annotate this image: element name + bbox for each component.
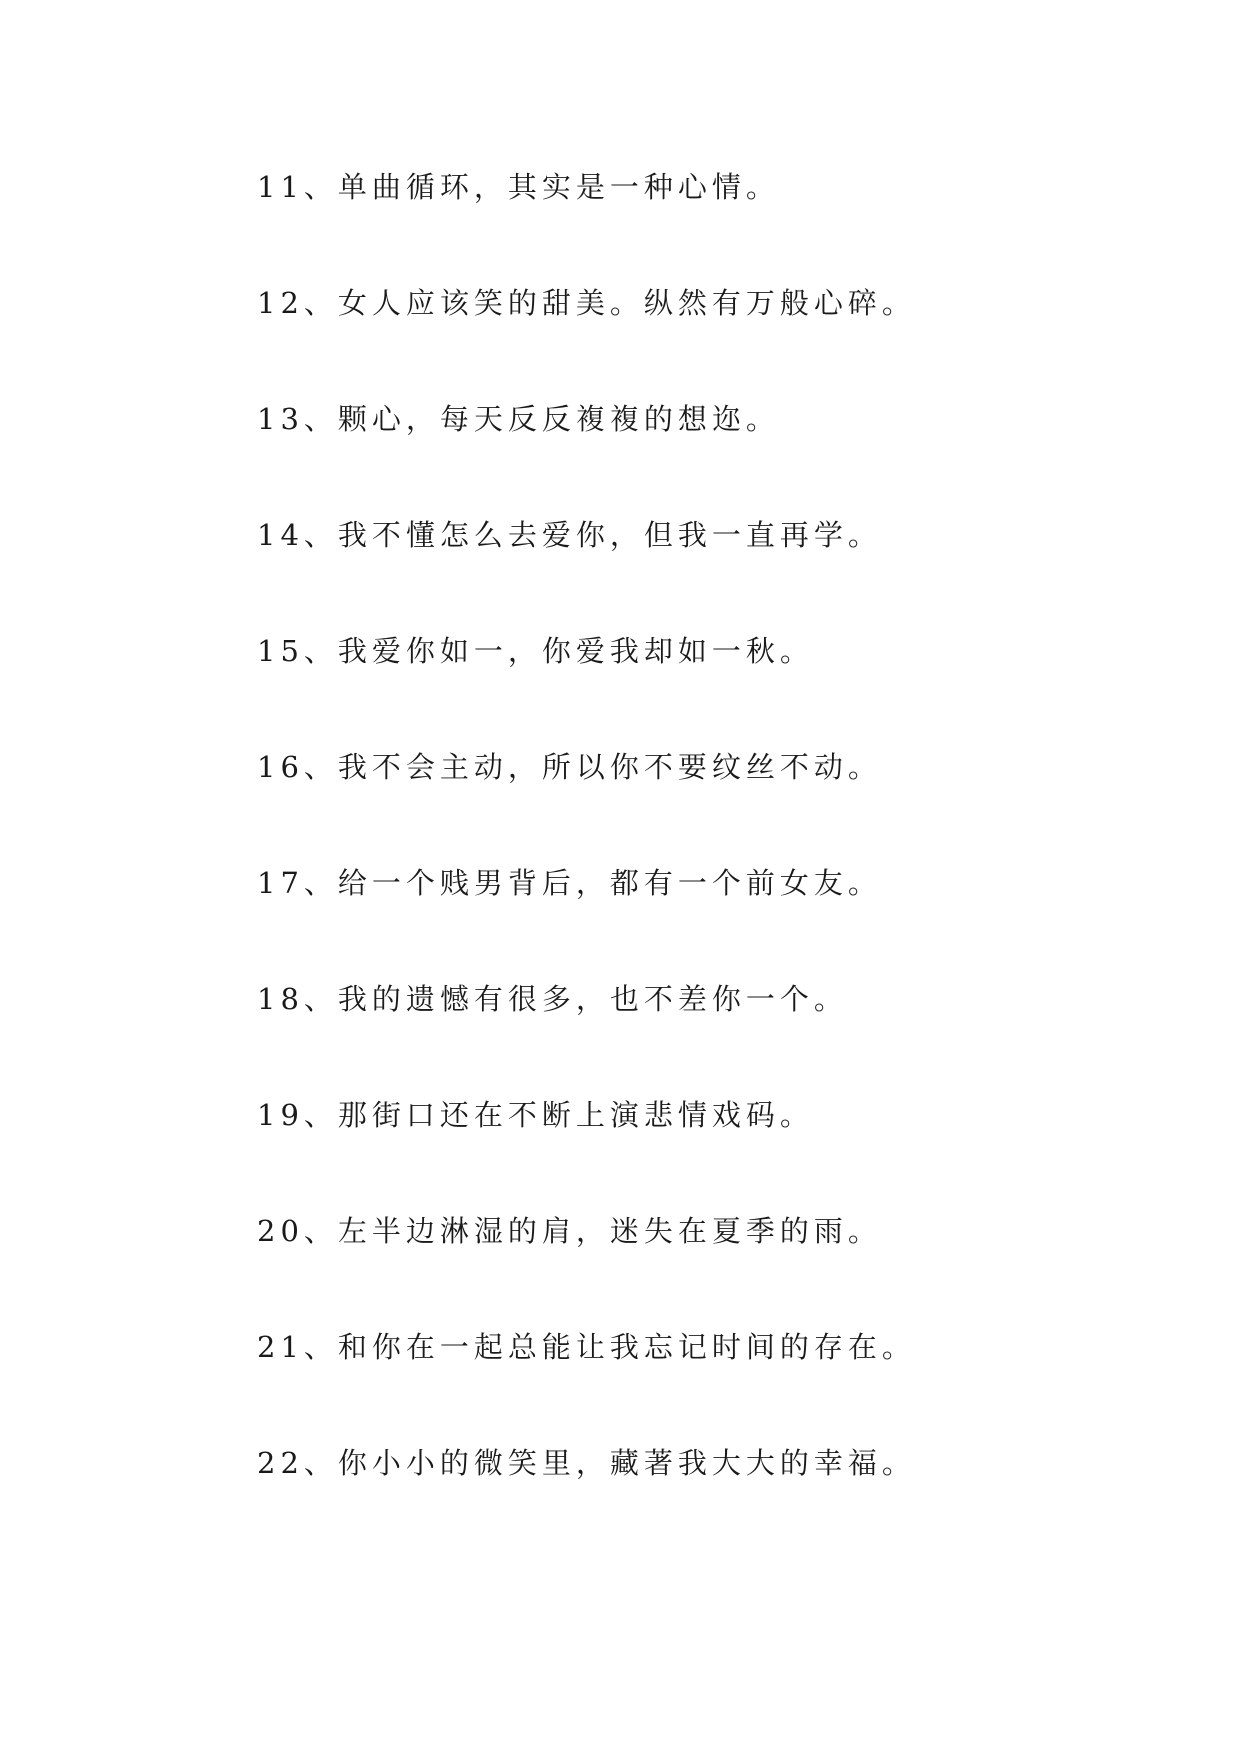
list-item: 11、单曲循环，其实是一种心情。: [257, 170, 780, 204]
list-item: 19、那街口还在不断上演悲情戏码。: [257, 1098, 814, 1132]
list-item: 17、给一个贱男背后，都有一个前女友。: [257, 866, 882, 900]
list-item: 13、颗心，每天反反複複的想迩。: [257, 402, 780, 436]
list-item: 22、你小小的微笑里，藏著我大大的幸福。: [257, 1446, 916, 1480]
list-item: 20、左半边淋湿的肩，迷失在夏季的雨。: [257, 1214, 882, 1248]
list-item: 15、我爱你如一，你爱我却如一秋。: [257, 634, 814, 668]
list-item: 21、和你在一起总能让我忘记时间的存在。: [257, 1330, 916, 1364]
list-item: 18、我的遗憾有很多，也不差你一个。: [257, 982, 848, 1016]
list-item: 12、女人应该笑的甜美。纵然有万般心碎。: [257, 286, 916, 320]
list-item: 14、我不懂怎么去爱你，但我一直再学。: [257, 518, 882, 552]
list-item: 16、我不会主动，所以你不要纹丝不动。: [257, 750, 882, 784]
